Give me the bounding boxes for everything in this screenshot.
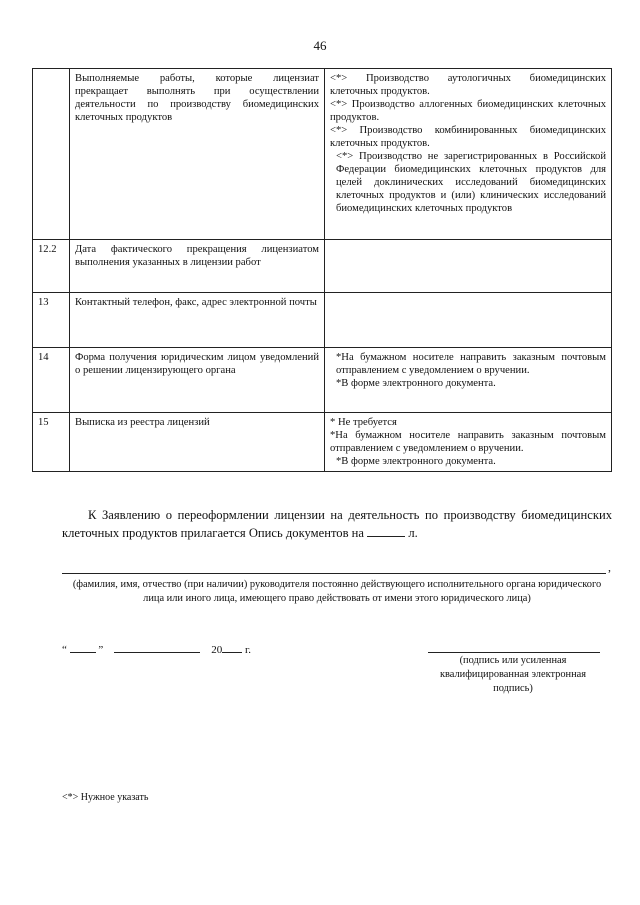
close-quote: ” <box>98 644 104 656</box>
row-description: Форма получения юридическим лицом уведомлений о решении лицензирующего органа <box>70 348 325 413</box>
page-number: 46 <box>313 38 327 53</box>
application-form-table <box>32 68 612 472</box>
option-paper-mail: *На бумажном носителе направить заказным почтовым отправлением с уведомлением о вручении. <box>330 430 606 454</box>
statement-suffix: л. <box>408 526 418 540</box>
month-field[interactable] <box>114 642 200 653</box>
table-row-13 <box>33 293 612 348</box>
row-options <box>325 69 612 240</box>
row-number: 13 <box>33 293 70 348</box>
option-electronic: *В форме электронного документа. <box>336 378 496 389</box>
signer-caption: (фамилия, имя, отчество (при наличии) руководителя постоянно действующего исполнительного органа юридического лица или иного лица, имеющего право действовать от имени этого юридического лица) <box>72 579 602 604</box>
pages-count-field[interactable] <box>367 524 405 537</box>
row-description: Выписка из реестра лицензий <box>70 413 325 472</box>
year-suffix: г. <box>245 644 252 656</box>
row-number: 12.2 <box>33 240 70 293</box>
option-unregistered: <*> Производство не зарегистрированных в Российской Федерации биомедицинских клеточных продуктов для целей доклинических исследований биомедицинских клеточных продуктов и (или) клинических исследований биомедицинских клеточных продуктов <box>336 151 606 214</box>
row-description: Контактный телефон, факс, адрес электронной почты <box>70 293 325 348</box>
year-field[interactable] <box>222 642 242 653</box>
table-row-12-2 <box>33 240 612 293</box>
option-electronic: *В форме электронного документа. <box>336 456 496 467</box>
open-quote: “ <box>62 644 67 656</box>
row-number <box>33 69 70 240</box>
row-number: 14 <box>33 348 70 413</box>
row-description: Выполняемые работы, которые лицензиат прекращает выполнять при осуществлении деятельности по производству биомедицинских клеточных продуктов <box>70 69 325 240</box>
attachment-statement <box>62 506 612 542</box>
year-prefix: 20 <box>211 644 223 656</box>
option-combined: <*> Производство комбинированных биомедицинских клеточных продуктов. <box>330 125 606 149</box>
row-number: 15 <box>33 413 70 472</box>
row-options <box>325 413 612 472</box>
signature-field[interactable] <box>428 652 600 653</box>
signer-name-field[interactable] <box>62 573 606 574</box>
row-value-field[interactable] <box>325 240 612 293</box>
option-not-required: * Не требуется <box>330 417 397 428</box>
table-row-14 <box>33 348 612 413</box>
row-description: Дата фактического прекращения лицензиатом выполнения указанных в лицензии работ <box>70 240 325 293</box>
signature-caption: (подпись или усиленная квалифицированная электронная подпись) <box>439 655 587 694</box>
signer-comma: , <box>608 560 611 574</box>
footnote: <*> Нужное указать <box>62 792 149 803</box>
option-autologous: <*> Производство аутологичных биомедицинских клеточных продуктов. <box>330 73 606 97</box>
option-allogeneic: <*> Производство аллогенных биомедицинских клеточных продуктов. <box>330 99 606 123</box>
statement-text: К Заявлению о переоформлении лицензии на деятельность по производству биомедицинских клеточных продуктов прилагается Опись документов на <box>62 508 612 540</box>
day-field[interactable] <box>70 642 96 653</box>
table-row-works <box>33 69 612 240</box>
table-row-15 <box>33 413 612 472</box>
row-value-field[interactable] <box>325 293 612 348</box>
row-options <box>325 348 612 413</box>
option-paper-mail: *На бумажном носителе направить заказным почтовым отправлением с уведомлением о вручении. <box>336 352 606 376</box>
date-line <box>62 642 251 656</box>
